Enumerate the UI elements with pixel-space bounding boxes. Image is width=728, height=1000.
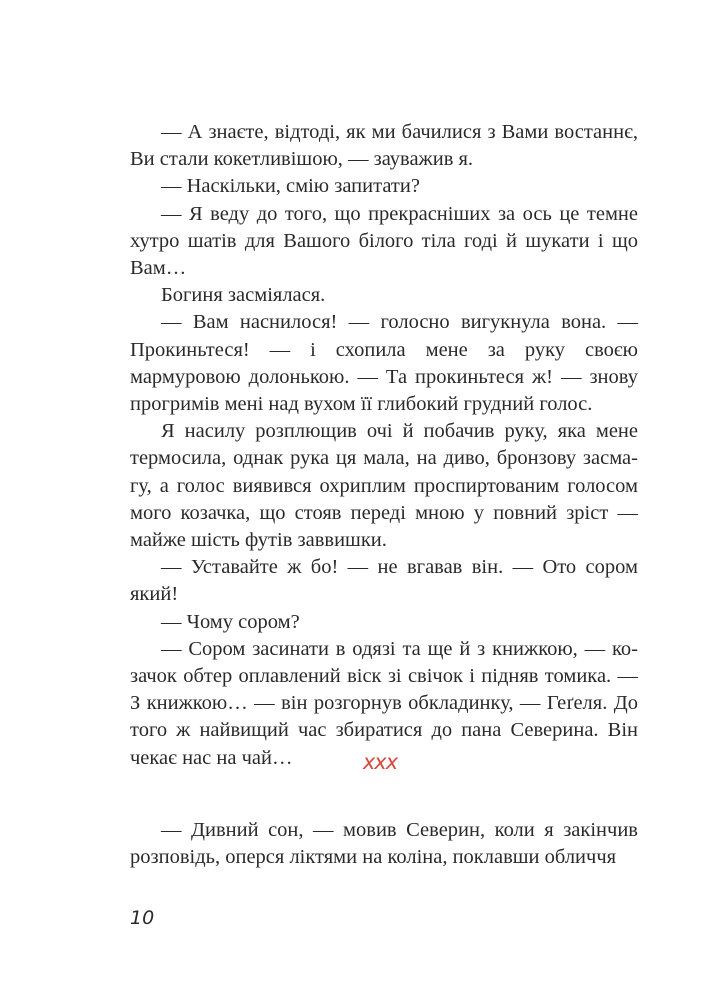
separator-mark: ххх xyxy=(362,750,398,774)
paragraph: — А знаєте, відтоді, як ми бачилися з Вами востаннє, Ви стали кокетливішою, — зауважив я. xyxy=(130,121,638,171)
continued-text xyxy=(130,817,638,871)
paragraph: — Я веду до того, що прекрасніших за ось це темне хутро шатів для Вашого білого тіла годі й шукати і що Вам… xyxy=(130,202,638,280)
paragraph: — Наскільки, смію запитати? xyxy=(161,175,420,198)
page-number: 10 xyxy=(130,907,155,929)
main-text xyxy=(130,119,638,772)
paragraph: — Уставайте ж бо! — не вгавав він. — Ото сором який! xyxy=(130,556,638,606)
paragraph: — Чому сором? xyxy=(161,610,300,633)
paragraph: — Дивний сон, — мовив Северин, коли я закінчив розповідь, оперся ліктями на коліна, поклавши обличчя xyxy=(130,819,638,869)
paragraph: — Вам наснилося! — голосно вигукнула вона. — Прокиньтеся! — і схопила мене за руку своєю мармуровою долонькою. — Та прокиньтеся ж! — знову прогримів мені над вухом її глибокий грудний голос. xyxy=(130,311,638,416)
paragraph: Я насилу розплющив очі й побачив руку, яка мене термосила, однак рука ця мала, на диво, бронзову засмагу, а голос виявився охриплим проспиртованим голосом мого козачка, що стояв переді мною у повний зріст — майже шість футів заввишки. xyxy=(130,420,638,552)
paragraph: Богиня засміялася. xyxy=(161,284,326,307)
section-separator xyxy=(358,750,402,774)
paragraph: — Сором засинати в одязі та ще й з книжкою, — козачок обтер оплавлений віск зі свічок і підняв томика. — З книжкою… — він розгорнув обкладинку, — Геґеля. До того ж найвищий час збиратися до пана Северина. Він чекає нас на чай… xyxy=(130,637,638,769)
